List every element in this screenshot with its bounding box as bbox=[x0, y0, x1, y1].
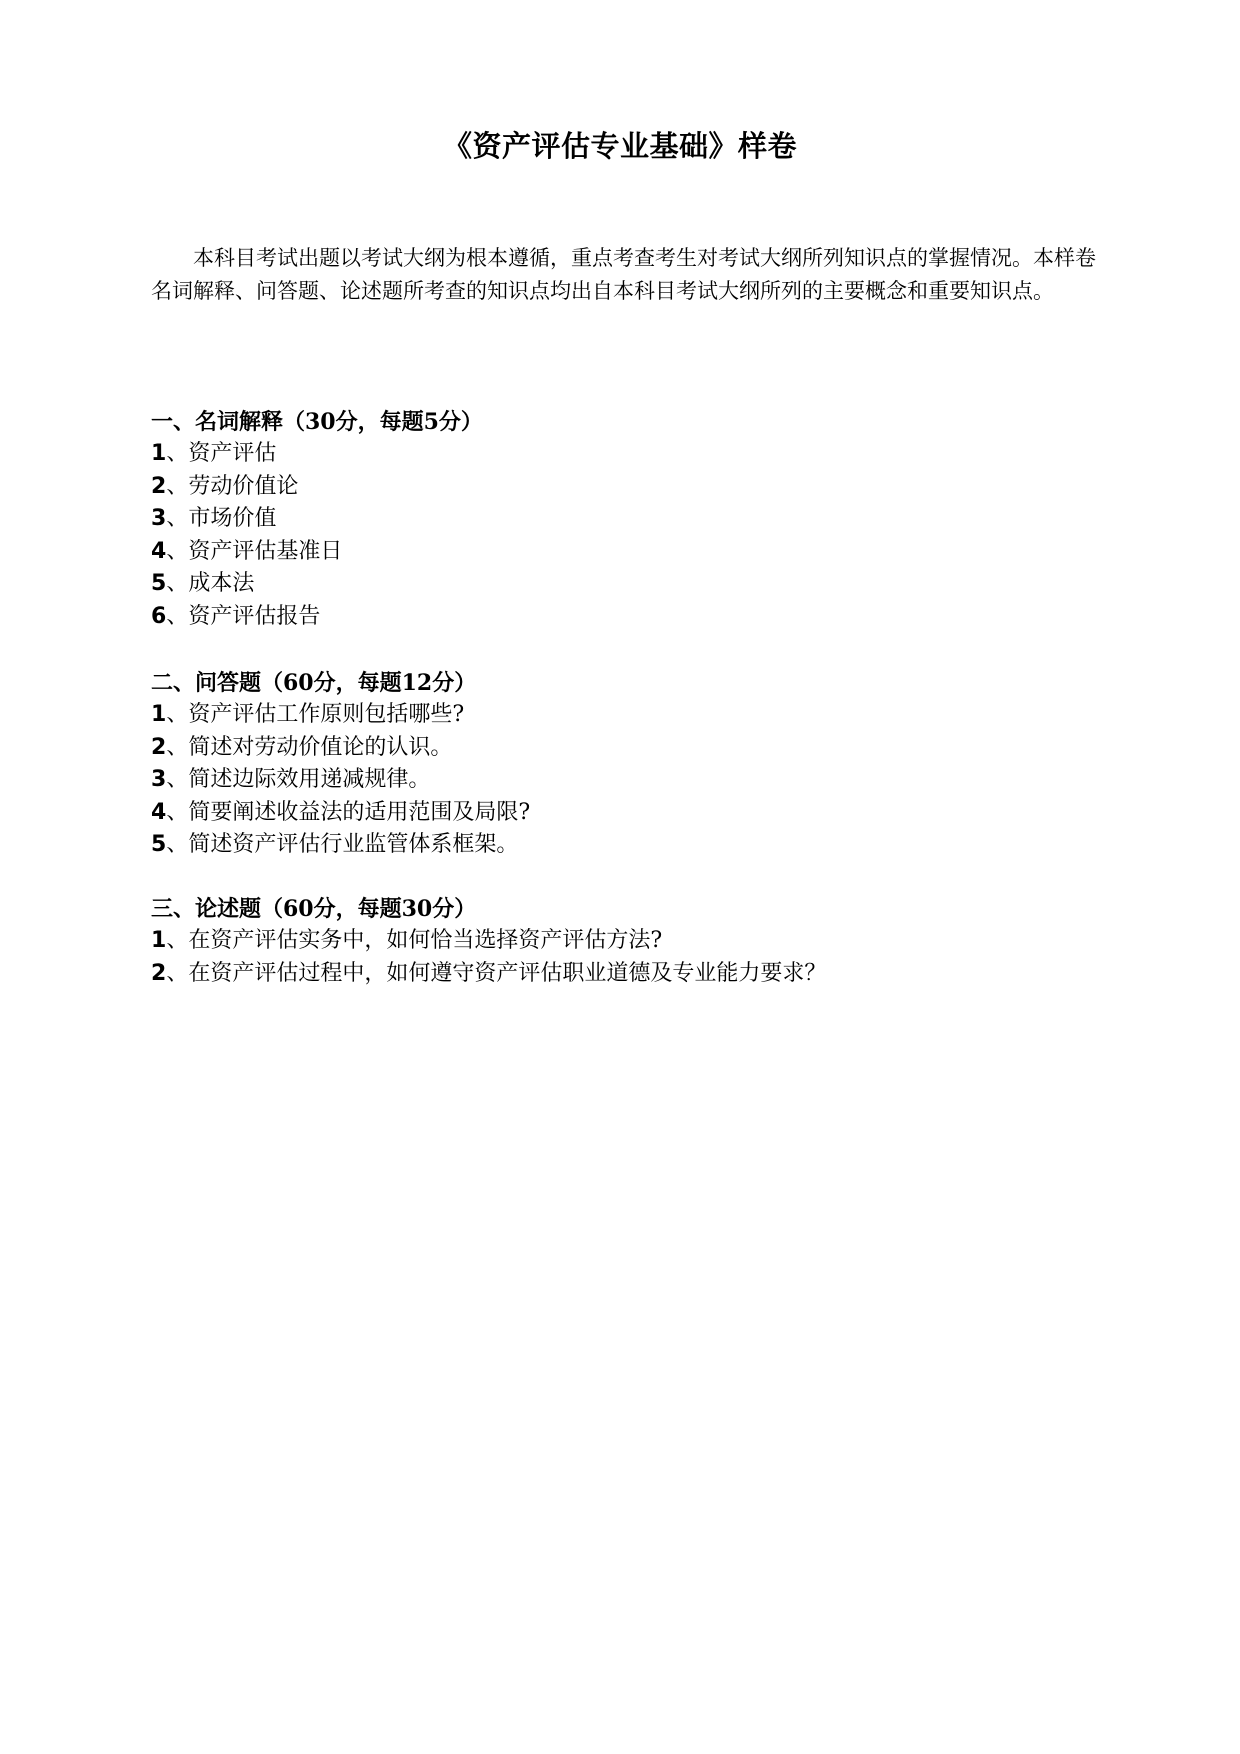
list-item bbox=[151, 829, 1096, 862]
section-heading: 三、论述题（60分，每题30分） bbox=[151, 896, 477, 922]
page-title: 《资产评估专业基础》样卷 bbox=[442, 129, 797, 163]
item-text: 、在资产评估实务中，如何恰当选择资产评估方法? bbox=[166, 928, 663, 953]
item-text: 、简述对劳动价值论的认识。 bbox=[166, 734, 453, 760]
list-item bbox=[151, 699, 1096, 732]
item-number: 4 bbox=[151, 538, 167, 564]
list-item bbox=[151, 797, 1096, 830]
item-text: 、简要阐述收益法的适用范围及局限? bbox=[166, 799, 531, 825]
item-text: 、成本法 bbox=[166, 571, 255, 596]
item-text: 、简述边际效用递减规律。 bbox=[166, 767, 431, 792]
list-item bbox=[151, 536, 1096, 569]
list-item bbox=[151, 925, 1096, 958]
item-number: 2 bbox=[151, 473, 167, 499]
item-text: 、资产评估基准日 bbox=[166, 538, 343, 564]
section-short-answer bbox=[151, 667, 1096, 862]
item-number: 3 bbox=[151, 506, 167, 531]
list-item bbox=[151, 503, 1096, 536]
intro-paragraph: 本科目考试出题以考试大纲为根本遵循，重点考查考生对考试大纲所列知识点的掌握情况。本样卷名词解释、问答题、论述题所考查的知识点均出自本科目考试大纲所列的主要概念和重要知识点。 bbox=[151, 246, 1096, 303]
list-item bbox=[151, 958, 1096, 991]
section-heading: 二、问答题（60分，每题12分） bbox=[151, 670, 477, 696]
item-number: 4 bbox=[151, 799, 167, 825]
item-text: 、资产评估报告 bbox=[166, 603, 321, 629]
list-item bbox=[151, 732, 1096, 765]
item-number: 1 bbox=[151, 702, 167, 727]
item-number: 3 bbox=[151, 767, 167, 792]
section-heading: 一、名词解释（30分，每题5分） bbox=[151, 409, 483, 435]
item-number: 2 bbox=[151, 960, 167, 986]
list-item bbox=[151, 471, 1096, 504]
item-number: 5 bbox=[151, 832, 167, 857]
item-number: 2 bbox=[151, 734, 167, 760]
item-text: 、在资产评估过程中，如何遵守资产评估职业道德及专业能力要求？ bbox=[166, 960, 827, 986]
section-terms bbox=[151, 406, 1096, 633]
item-number: 1 bbox=[151, 441, 167, 466]
list-item bbox=[151, 568, 1096, 601]
section-essay bbox=[151, 893, 1096, 990]
item-text: 、资产评估工作原则包括哪些? bbox=[166, 702, 465, 727]
item-text: 、劳动价值论 bbox=[166, 473, 299, 499]
item-text: 、简述资产评估行业监管体系框架。 bbox=[166, 832, 519, 857]
list-item bbox=[151, 601, 1096, 634]
list-item bbox=[151, 438, 1096, 471]
item-number: 6 bbox=[151, 603, 167, 629]
item-text: 、资产评估 bbox=[166, 441, 277, 466]
item-text: 、市场价值 bbox=[166, 506, 277, 531]
item-number: 1 bbox=[151, 928, 167, 953]
list-item bbox=[151, 764, 1096, 797]
item-number: 5 bbox=[151, 571, 167, 596]
